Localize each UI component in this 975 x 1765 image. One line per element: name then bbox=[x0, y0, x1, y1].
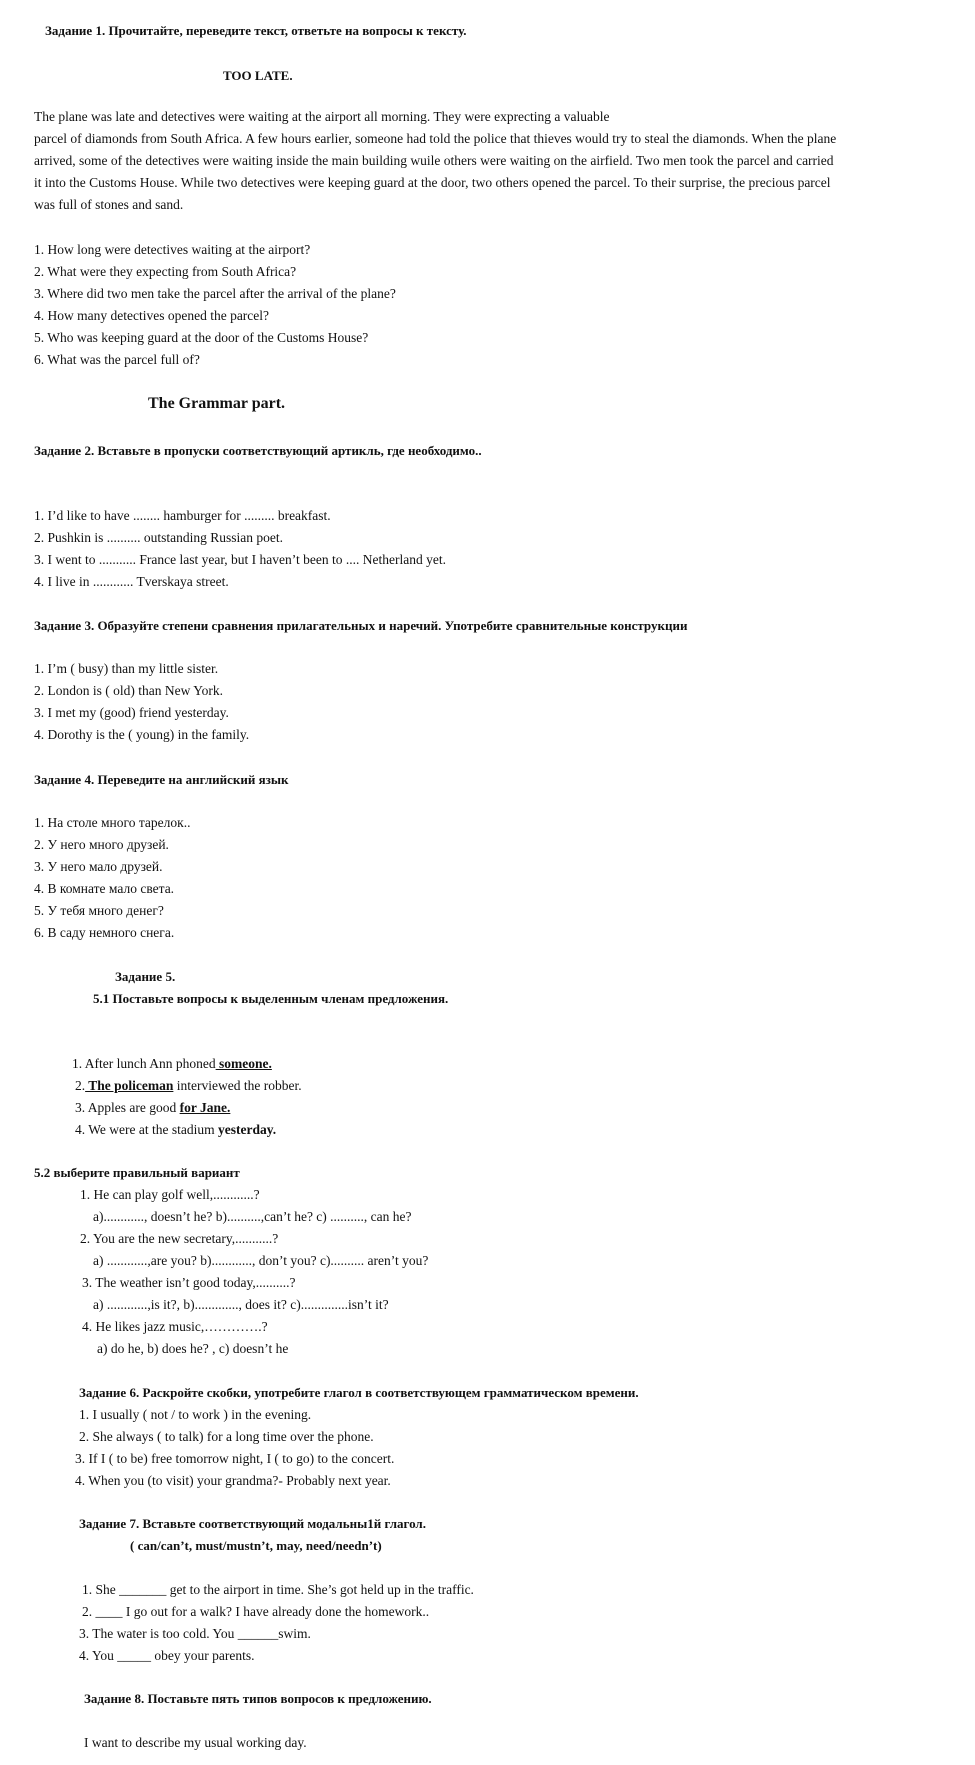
task2-item: 3. I went to ........... France last year, but I haven’t been to .... Netherland yet. bbox=[34, 552, 446, 567]
task4-item: 3. У него мало друзей. bbox=[34, 859, 163, 874]
task3-item: 3. I met my (good) friend yesterday. bbox=[34, 705, 229, 720]
task8-heading: Задание 8. Поставьте пять типов вопросов к предложению. bbox=[84, 1691, 432, 1706]
task4-item: 1. На столе много тарелок.. bbox=[34, 815, 191, 830]
task5-2-options: a) do he, b) does he? , c) doesn’t he bbox=[97, 1341, 289, 1356]
question-item: 4. How many detectives opened the parcel? bbox=[34, 308, 270, 323]
question-item: 6. What was the parcel full of? bbox=[34, 352, 200, 367]
paragraph-line: was full of stones and sand. bbox=[34, 197, 184, 212]
task5-2-options: a)............, doesn’t he? b)..........,can’t he? c) .........., can he? bbox=[93, 1209, 412, 1224]
question-item: 5. Who was keeping guard at the door of the Customs House? bbox=[34, 330, 369, 345]
task2-item: 2. Pushkin is .......... outstanding Russian poet. bbox=[34, 530, 284, 545]
task3-item: 2. London is ( old) than New York. bbox=[34, 683, 223, 698]
task7-item: 3. The water is too cold. You ______swim. bbox=[79, 1626, 311, 1641]
task5-2-question: 4. He likes jazz music,………….? bbox=[82, 1319, 268, 1334]
task4-heading: Задание 4. Переведите на английский язык bbox=[34, 772, 289, 787]
task5-1-item: 2. The policeman interviewed the robber. bbox=[75, 1078, 302, 1093]
task7-item: 2. ____ I go out for a walk? I have already done the homework.. bbox=[82, 1604, 430, 1619]
task5-1-item: 1. After lunch Ann phoned someone. bbox=[72, 1056, 272, 1071]
task2-heading: Задание 2. Вставьте в пропуски соответствующий артикль, где необходимо.. bbox=[34, 443, 482, 458]
task5-2-heading: 5.2 выберите правильный вариант bbox=[34, 1165, 240, 1180]
task6-item: 4. When you (to visit) your grandma?- Probably next year. bbox=[75, 1473, 391, 1488]
task6-heading: Задание 6. Раскройте скобки, употребите глагол в соответствующем грамматическом времени. bbox=[79, 1385, 639, 1400]
task3-item: 1. I’m ( busy) than my little sister. bbox=[34, 661, 219, 676]
task5-1-item: 3. Apples are good for Jane. bbox=[75, 1100, 231, 1115]
task6-item: 1. I usually ( not / to work ) in the evening. bbox=[79, 1407, 312, 1422]
task4-item: 4. В комнате мало света. bbox=[34, 881, 175, 896]
question-item: 2. What were they expecting from South Africa? bbox=[34, 264, 297, 279]
task5-2-question: 3. The weather isn’t good today,..........? bbox=[82, 1275, 296, 1290]
question-item: 3. Where did two men take the parcel after the arrival of the plane? bbox=[34, 286, 396, 301]
paragraph-line: arrived, some of the detectives were waiting inside the main building wuile others were waiting on the airfield. Two men took the parcel and carried bbox=[34, 153, 834, 168]
task1-heading: Задание 1. Прочитайте, переведите текст, ответьте на вопросы к тексту. bbox=[45, 23, 467, 38]
task3-item: 4. Dorothy is the ( young) in the family. bbox=[34, 727, 250, 742]
task7-heading: Задание 7. Вставьте соответствующий модальны1й глагол. bbox=[79, 1516, 426, 1531]
reading-text bbox=[34, 106, 969, 216]
task5-2-question: 1. He can play golf well,............? bbox=[80, 1187, 260, 1202]
task3-heading: Задание 3. Образуйте степени сравнения прилагательных и наречий. Употребите сравнительные конструкции bbox=[34, 618, 688, 633]
text-title: TOO LATE. bbox=[223, 68, 293, 83]
task7-item: 4. You _____ obey your parents. bbox=[79, 1648, 255, 1663]
task6-item: 3. If I ( to be) free tomorrow night, I ( to go) to the concert. bbox=[75, 1451, 395, 1466]
task5-2-question: 2. You are the new secretary,...........? bbox=[80, 1231, 279, 1246]
task5-heading: Задание 5. bbox=[115, 969, 176, 984]
task2-item: 1. I’d like to have ........ hamburger for ......... breakfast. bbox=[34, 508, 331, 523]
paragraph-line: it into the Customs House. While two detectives were keeping guard at the door, two others opened the parcel. To their surprise, the precious parcel bbox=[34, 175, 831, 190]
task2-item: 4. I live in ............ Tverskaya street. bbox=[34, 574, 229, 589]
task5-2-options: a) ............,are you? b)............, don’t you? c).......... aren’t you? bbox=[93, 1253, 429, 1268]
task5-1-heading: 5.1 Поставьте вопросы к выделенным членам предложения. bbox=[93, 991, 449, 1006]
task8-sentence: I want to describe my usual working day. bbox=[84, 1735, 307, 1750]
task7-item: 1. She _______ get to the airport in time. She’s got held up in the traffic. bbox=[82, 1582, 474, 1597]
task4-item: 5. У тебя много денег? bbox=[34, 903, 164, 918]
task6-item: 2. She always ( to talk) for a long time over the phone. bbox=[79, 1429, 374, 1444]
paragraph-line: parcel of diamonds from South Africa. A few hours earlier, someone had told the police that thieves would try to steal the diamonds. When the plane bbox=[34, 131, 837, 146]
question-item: 1. How long were detectives waiting at the airport? bbox=[34, 242, 311, 257]
grammar-part-title: The Grammar part. bbox=[148, 395, 286, 412]
task5-1-item: 4. We were at the stadium yesterday. bbox=[75, 1122, 277, 1137]
task5-2-options: a) ............,is it?, b)............., does it? c)..............isn’t it? bbox=[93, 1297, 389, 1312]
task7-subheading: ( can/can’t, must/mustn’t, may, need/needn’t) bbox=[130, 1538, 382, 1553]
task4-item: 2. У него много друзей. bbox=[34, 837, 169, 852]
task4-item: 6. В саду немного снега. bbox=[34, 925, 175, 940]
paragraph-line: The plane was late and detectives were waiting at the airport all morning. They were exprecting a valuable bbox=[34, 109, 610, 124]
